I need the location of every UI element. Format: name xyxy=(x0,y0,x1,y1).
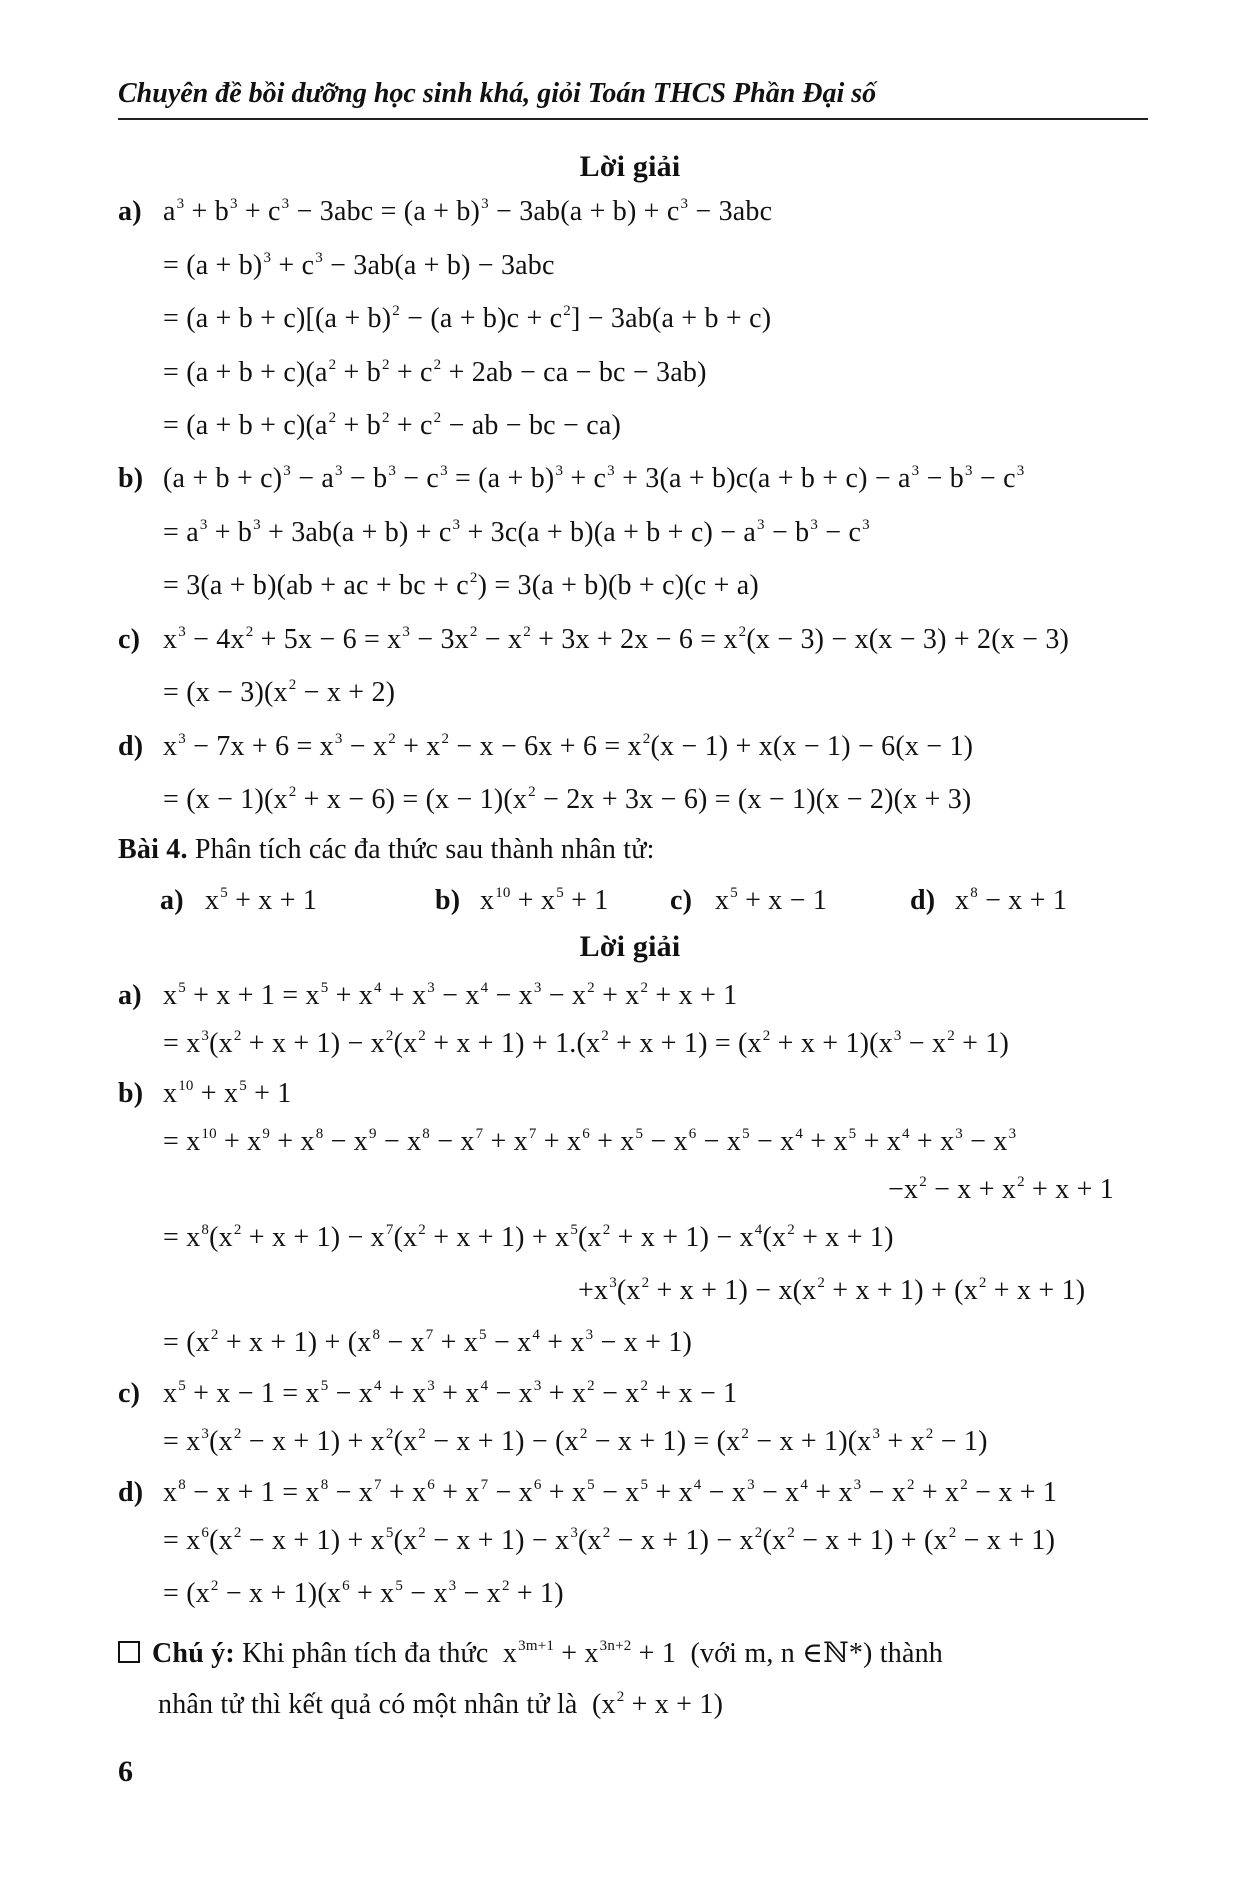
part-label: c) xyxy=(118,1378,141,1409)
exercise-4 xyxy=(118,834,655,866)
part-label: a) xyxy=(118,980,142,1011)
solution-d-line-2: = $(x - 1)(x^2 + x - 6) = (x - 1)(x^2 - 2x + 3x - 6) = (x - 1)(x - 2)(x + 3)$ xyxy=(163,784,972,815)
part-label: a) xyxy=(160,885,184,916)
solution-c-line-1: c) $x^3 - 4x^2 + 5x - 6 = x^3 - 3x^2 - x^2 + 3x + 2x - 6 = x^2(x - 3) - x(x - 3) + 2(x - 3)$ xyxy=(118,624,1070,655)
part-label: b) xyxy=(435,885,461,916)
solution-b-line-3: = 3(a + b)(ab + ac + bc + $c^2) = 3(a + b)(b + c)(c + a)$ xyxy=(163,570,759,601)
solution-4b-line-1: b) $x^{10} + x^5 + 1$ xyxy=(118,1078,292,1109)
note-line-1: Chú ý: Khi phân tích đa thức $x^{3m+1} + x^{3n+2} + 1$ (với m, n ∈ℕ*) thành xyxy=(118,1636,943,1670)
solution-c-line-2: = $(x - 3)(x^2 - x + 2)$ xyxy=(163,677,396,708)
solution-a-line-3: = $(a + b + c)[(a + b)^2 - (a + b)c + c^2] - 3ab(a + b + c)$ xyxy=(163,303,772,334)
solution-4b-line-4: = $x^8(x^2 + x + 1) - x^7(x^2 + x + 1) + x^5(x^2 + x + 1) - x^4(x^2 + x + 1)$ xyxy=(163,1222,894,1253)
exercise-4-d: d) $x^8 - x + 1$ xyxy=(910,885,1068,916)
solution-a-line-1: a) $a^3 + b^3 + c^3 - 3abc = (a + b)^3 - 3ab(a + b) + c^3 - 3abc$ xyxy=(118,196,773,227)
solution-d-line-1: d) $x^3 - 7x + 6 = x^3 - x^2 + x^2 - x - 6x + 6 = x^2(x - 1) + x(x - 1) - 6(x - 1)$ xyxy=(118,731,974,762)
solution-b-line-2: = $a^3 + b^3 + 3ab(a + b) + c^3 + 3c(a + b)(a + b + c) - a^3 - b^3 - c^3$ xyxy=(163,517,870,548)
page-header: Chuyên đề bồi dưỡng học sinh khá, giỏi Toán THCS Phần Đại số xyxy=(118,78,1148,120)
solution-4a-line-1: a) $x^5 + x + 1 = x^5 + x^4 + x^3 - x^4 - x^3 - x^2 + x^2 + x + 1$ xyxy=(118,980,738,1011)
solution-4c-line-1: c) $x^5 + x - 1 = x^5 - x^4 + x^3 + x^4 - x^3 + x^2 - x^2 + x - 1$ xyxy=(118,1378,738,1409)
solution-4d-line-1: d) $x^8 - x + 1 = x^8 - x^7 + x^6 + x^7 - x^6 + x^5 - x^5 + x^4 - x^3 - x^4 + x^3 - x^2 + x^2 - x + 1$ xyxy=(118,1477,1058,1508)
exercise-4-b: b) $x^{10} + x^5 + 1$ xyxy=(435,885,609,916)
note-line-2: nhân tử thì kết quả có một nhân tử là $(x^2 + x + 1)$ xyxy=(158,1689,724,1720)
solution-a-line-4: = $(a + b + c)(a^2 + b^2 + c^2 + 2ab$ − ca − bc − 3ab) xyxy=(163,357,707,388)
checkbox-bullet-icon xyxy=(118,1641,140,1663)
solution-4b-line-2: = $x^{10} + x^9 + x^8 - x^9 - x^8 - x^7 + x^7 + x^6 + x^5 - x^6 - x^5 - x^4 + x^5 + x^4 + x^3 - x^3$ xyxy=(163,1126,1017,1157)
note-text-2: (với m, n ∈ℕ*) thành xyxy=(690,1638,943,1669)
note-title: Chú ý: xyxy=(152,1638,235,1669)
solution-4a-line-2: = $x^3(x^2 + x + 1) - x^2(x^2 + x + 1) + 1.(x^2 + x + 1) = (x^2 + x + 1)(x^3 - x^2 + 1)$ xyxy=(163,1028,1010,1059)
note-text-1: Khi phân tích đa thức xyxy=(242,1638,489,1669)
solution-4d-line-3: = $(x^2 - x + 1)(x^6 + x^5 - x^3 - x^2 + 1)$ xyxy=(163,1578,564,1609)
note-text-3: nhân tử thì kết quả có một nhân tử là xyxy=(158,1689,578,1720)
solution-b-line-1: b) $(a + b + c)^3 - a^3 - b^3 - c^3 = (a + b)^3 + c^3 + 3(a + b)c(a + b + c) - a^3 - b^3 - c^3$ xyxy=(118,463,1025,494)
exercise-4-c: c) $x^5 + x - 1$ xyxy=(670,885,828,916)
part-label: d) xyxy=(118,1477,144,1508)
exercise-title: Bài 4. xyxy=(118,834,188,865)
exercise-4-a: a) $x^5 + x + 1$ xyxy=(160,885,318,916)
solution-4b-line-3: $-x^2 - x + x^2 + x + 1$ xyxy=(888,1174,1114,1205)
page-number: 6 xyxy=(118,1755,133,1788)
solution-heading: Lời giải xyxy=(579,150,681,183)
part-label: c) xyxy=(118,624,141,655)
part-label: b) xyxy=(118,1078,144,1109)
solution-4b-line-5: $+x^3(x^2 + x + 1) - x(x^2 + x + 1) + (x^2 + x + 1)$ xyxy=(578,1275,1086,1306)
solution-4c-line-2: = $x^3(x^2 - x + 1) + x^2(x^2 - x + 1) - (x^2 - x + 1) = (x^2 - x + 1)(x^3 + x^2 - 1)$ xyxy=(163,1426,988,1457)
solution-4b-line-6: = $(x^2 + x + 1) + (x^8 - x^7 + x^5 - x^4 + x^3 - x + 1)$ xyxy=(163,1327,693,1358)
part-label: d) xyxy=(118,731,144,762)
solution-4d-line-2: = $x^6(x^2 - x + 1) + x^5(x^2 - x + 1) - x^3(x^2 - x + 1) - x^2(x^2 - x + 1) + (x^2 - x + 1)$ xyxy=(163,1525,1056,1556)
part-label: c) xyxy=(670,885,693,916)
solution-a-line-2: = $(a + b)^3 + c^3 - 3ab(a + b) - 3abc$ xyxy=(163,250,555,281)
part-label: a) xyxy=(118,196,142,227)
part-label: d) xyxy=(910,885,936,916)
part-label: b) xyxy=(118,463,144,494)
exercise-text: Phân tích các đa thức sau thành nhân tử: xyxy=(194,834,655,865)
solution-heading-2: Lời giải xyxy=(579,930,681,963)
solution-a-line-5: = $(a + b + c)(a^2 + b^2 + c^2$ − ab − bc − ca) xyxy=(163,410,621,441)
